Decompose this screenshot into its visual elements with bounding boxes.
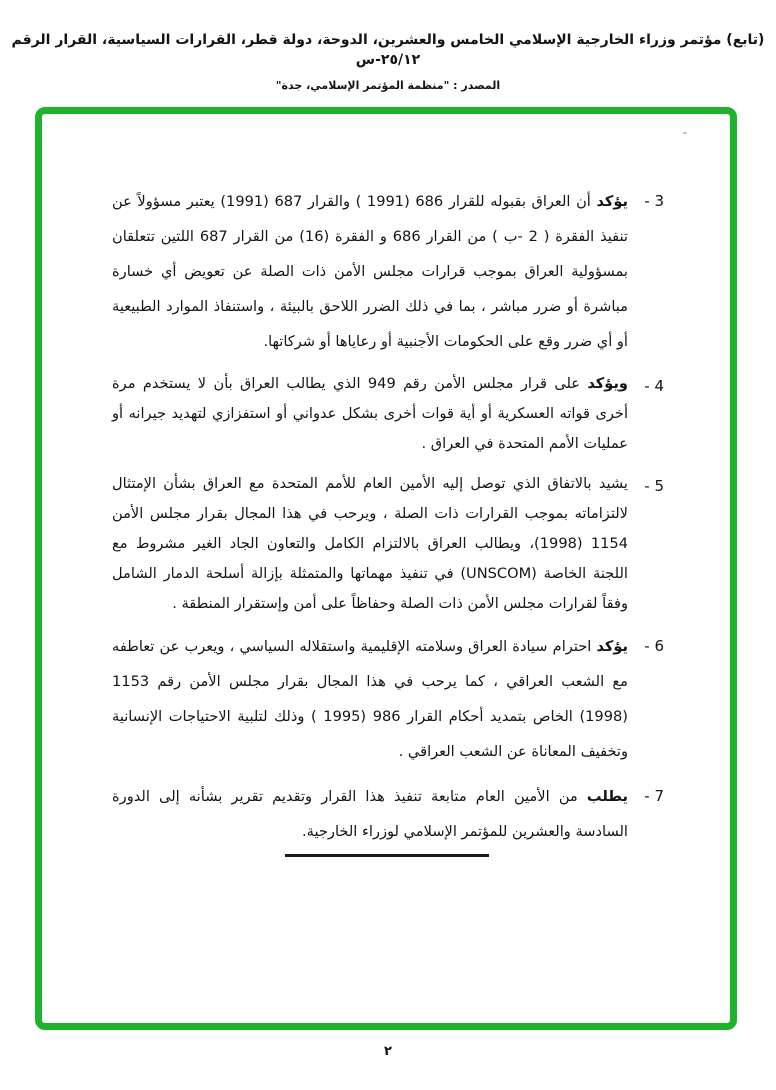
resolution-item-7 (112, 779, 664, 849)
item-text (112, 469, 628, 619)
item-lead-word: يشيد (598, 475, 628, 492)
item-text (112, 369, 628, 459)
item-number: 7 - (644, 787, 664, 805)
item-number: 6 - (644, 637, 664, 655)
page-number: ٢ (384, 1044, 392, 1059)
header-source: المصدر : "منظمة المؤتمر الإسلامي، جدة" (275, 79, 501, 92)
resolution-item-6 (112, 629, 664, 769)
item-text-rest: أن العراق بقبوله للقرار 686 (1991 ) والقرار 687 (1991) يعتبر مسؤولاً عن تنفيذ الفقرة ( 2 -ب ) من القرار 686 و الفقرة (16) من القرار 687 اللتين تتعلقان بمسؤولية العراق بموجب قرارات مجلس الأمن ذات الصلة عن تعويض أي خسارة مباشرة أو ضرر مباشر ، بما في ذلك الضرر اللاحق بالبيئة ، واستنفاذ الموارد الطبيعية أو أي ضرر وقع على الحكومات الأجنبية أو رعاياها أو شركاتها. (112, 193, 628, 350)
item-text-rest: من الأمين العام متابعة تنفيذ هذا القرار وتقديم تقرير بشأنه إلى الدورة السادسة والعشرين للمؤتمر الإسلامي لوزراء الخارجية. (112, 788, 628, 840)
item-lead-word: يؤكد (596, 638, 628, 655)
item-text (112, 779, 628, 849)
scan-artifact (683, 132, 687, 134)
resolution-item-4 (112, 369, 664, 459)
header-title: (تابع) مؤتمر وزراء الخارجية الإسلامي الخامس والعشرين، الدوحة، دولة قطر، القرارات السياسية، القرار الرقم ٢٥/١٢-س (11, 32, 765, 68)
resolution-body (112, 184, 664, 849)
resolution-item-5 (112, 469, 664, 619)
item-lead-word: يؤكد (596, 193, 628, 210)
item-number: 4 - (644, 377, 664, 395)
item-number: 5 - (644, 477, 664, 495)
document-header (0, 30, 776, 92)
resolution-item-3 (112, 184, 664, 359)
item-text (112, 184, 628, 359)
item-text-rest: بالاتفاق الذي توصل إليه الأمين العام للأمم المتحدة مع العراق بشأن الإمتثال لالتزاماته بموجب القرارات ذات الصلة ، ويرحب في هذا المجال بقرار مجلس الأمن 1154 (1998)، ويطالب العراق بالالتزام الكامل والتعاون الجاد الغير مشروط مع اللجنة الخاصة (UNSCOM) في تنفيذ مهماتها والمتمثلة بإزالة أسلحة الدمار الشامل وفقاً لقرارات مجلس الأمن ذات الصلة وحفاظاً على أمن وإستقرار المنطقة . (112, 475, 628, 612)
item-number: 3 - (644, 192, 664, 210)
item-lead-word: يطلب (586, 788, 628, 805)
item-text-rest: على قرار مجلس الأمن رقم 949 الذي يطالب العراق بأن لا يستخدم مرة أخرى قواته العسكرية أو أية قوات أخرى بشكل عدواني أو استفزازي لتهديد جيرانه أو عمليات الأمم المتحدة في العراق . (112, 375, 628, 452)
item-text-rest: احترام سيادة العراق وسلامته الإقليمية واستقلاله السياسي ، ويعرب عن تعاطفه مع الشعب العراقي ، كما يرحب في هذا المجال بقرار مجلس الأمن رقم 1153 (1998) الخاص بتمديد أحكام القرار 986 (1995 ) وذلك لتلبية الاحتياجات الإنسانية وتخفيف المعاناة عن الشعب العراقي . (112, 638, 628, 760)
item-lead-word: ويؤكد (587, 375, 628, 392)
separator-line (285, 854, 489, 857)
item-text (112, 629, 628, 769)
